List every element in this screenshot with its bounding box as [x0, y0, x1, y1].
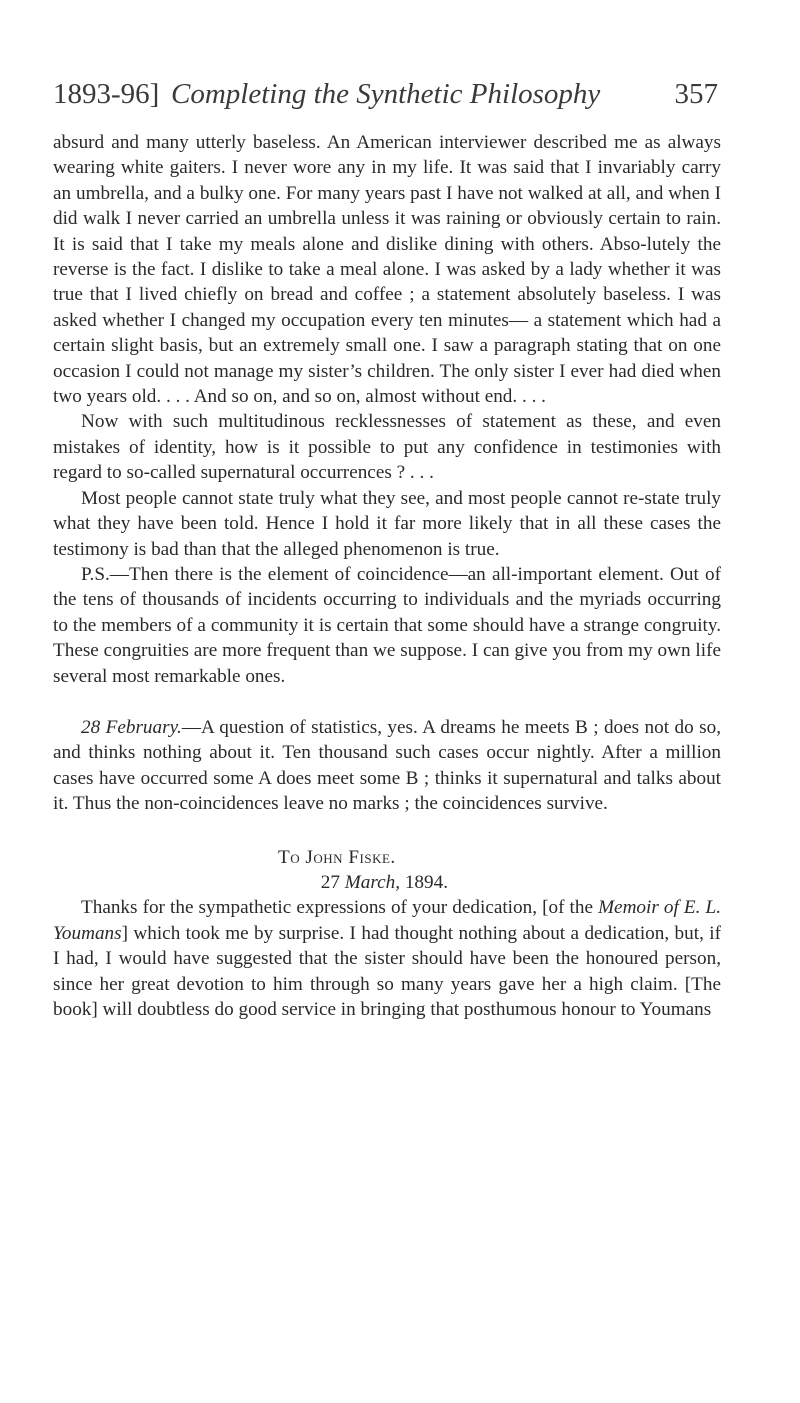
- header-years: 1893-96]: [53, 78, 160, 110]
- page-number: 357: [674, 78, 718, 110]
- letter-recipient: To John Fiske.: [278, 846, 396, 868]
- letter-date-year: 1894.: [400, 871, 448, 893]
- february-date: 28 February.: [81, 716, 182, 738]
- header-title: Completing the Synthetic Philosophy: [171, 78, 601, 110]
- paragraph-testimony: Most people cannot state truly what they see, and most people cannot re-state truly what they have been told. Hence I hold it far more likely that in all these cases the testimony is bad than that the alleged phenomenon is true.: [53, 487, 721, 560]
- letter-date: [53, 870, 721, 895]
- letter-date-month: March,: [344, 871, 401, 893]
- letter-text-b: ] which took me by surprise. I had thought nothing about a dedication, but, if I had, I would have suggested that the sister should have been the honoured person, since her great devotion to him through so many years gave her a high claim. [The book] will doubtless do good service in bringing that posthumous honour to Youmans: [53, 922, 721, 1020]
- paragraph-postscript: P.S.—Then there is the element of coincidence—an all-important element. Out of the tens of thousands of incidents occurring to individuals and the myriads occurring to the members of a community it is certain that some should have a strange congruity. These congruities are more frequent than we suppose. I can give you from my own life several most remarkable ones.: [53, 563, 721, 687]
- paragraph-continuation: absurd and many utterly baseless. An American interviewer described me as always wearing white gaiters. I never wore any in my life. It was said that I invariably carry an umbrella, and a bulky one. For many years past I have not walked at all, and when I did walk I never carried an umbrella unless it was raining or obviously certain to rain. It is said that I take my meals alone and dislike dining with others. Abso-lutely the reverse is the fact. I dislike to take a meal alone. I was asked by a lady whether it was true that I lived chiefly on bread and coffee ; a statement absolutely baseless. I was asked whether I changed my occupation every ten minutes— a statement which had a certain slight basis, but an extremely small one. I saw a paragraph stating that on one occasion I could not manage my sister’s children. The only sister I ever had died when two years old. . . . And so on, and so on, almost without end. . . .: [53, 132, 721, 408]
- page-body: [53, 130, 721, 1022]
- running-header: [53, 76, 718, 120]
- february-text: —A question of statistics, yes. A dreams he meets B ; does not do so, and thinks nothing about it. Ten thousand such cases occur nightly. After a million cases have occurred some A does meet some B ; thinks it supernatural and talks about it. Thus the non-coincidences leave no marks ; the coincidences survive.: [53, 716, 721, 815]
- letter-text-a: Thanks for the sympathetic expressions of your dedication, [of the: [81, 897, 599, 919]
- letter-date-day: 27: [320, 871, 340, 893]
- paragraph-recklessness: Now with such multitudinous recklessnesses of statement as these, and even mistakes of identity, how is it possible to put any confidence in testimonies with regard to so-called supernatural occurrences ? . . .: [53, 411, 721, 484]
- letter-book-title: Memoir of E. L. Youmans: [53, 897, 721, 944]
- paragraph-february: [53, 715, 721, 817]
- letter-text: [53, 895, 721, 1022]
